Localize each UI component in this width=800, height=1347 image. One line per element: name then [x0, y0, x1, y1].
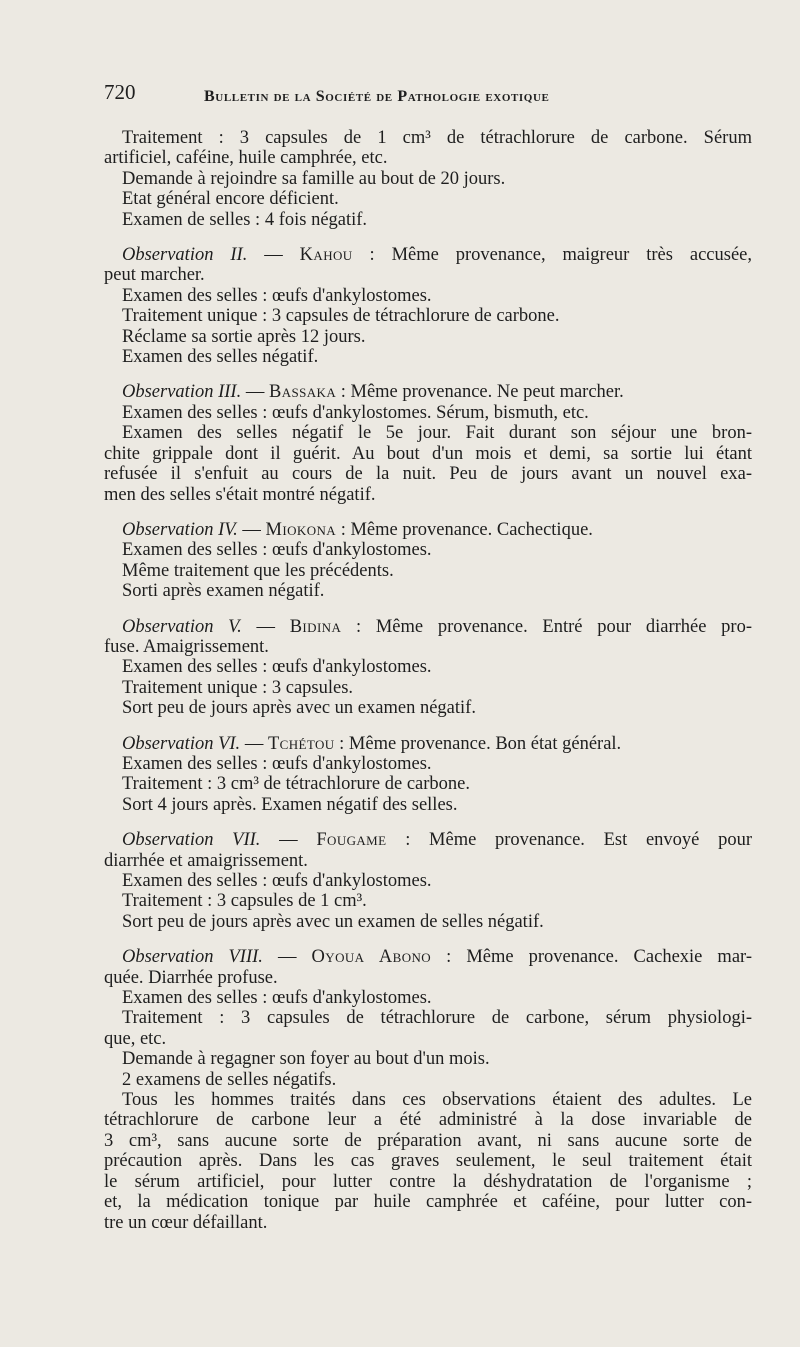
observation-title: Observation III. — [122, 382, 242, 403]
page-header — [104, 80, 754, 112]
page-number: 720 — [104, 80, 136, 104]
observation-2 — [104, 245, 752, 367]
text-line: diarrhée et amaigrissement. — [104, 850, 308, 871]
observation-3 — [104, 382, 752, 504]
text-line: : Même provenance. Bon état général. — [334, 733, 622, 754]
text-line: Réclame sa sortie après 12 jours. — [122, 326, 366, 347]
observation-title: Observation VII. — [122, 830, 261, 851]
observation-heading-line: Observation III. — Bassaka : Même provenance. Ne peut marcher. — [122, 382, 624, 403]
patient-name: Fougame — [316, 830, 387, 851]
observation-6 — [104, 734, 752, 816]
text-line: Traitement : 3 cm³ de tétrachlorure de carbone. — [122, 774, 471, 795]
text-line: Examen des selles négatif. — [122, 347, 319, 368]
observation-8 — [104, 947, 752, 1233]
observation-title: Observation IV. — [122, 519, 238, 540]
text-line: Traitement : 3 capsules de 1 cm³ de tétrachlorure de carbone. Sérum — [122, 128, 752, 148]
text-line: chite grippale dont il guérit. Au bout d'un mois et demi, sa sortie lui étant — [104, 443, 752, 464]
text-line: artificiel, caféine, huile camphrée, etc. — [104, 148, 388, 169]
text-line: : Même provenance. Cachectique. — [336, 519, 593, 540]
text-line: : Même provenance. Entré pour diarrhée pro- — [341, 616, 752, 637]
observation-heading-line: Observation IV. — Miokona : Même provenance. Cachectique. — [122, 519, 593, 540]
observation-7 — [104, 830, 752, 932]
text-line: Examen de selles : 4 fois négatif. — [122, 209, 368, 230]
text-line: tétrachlorure de carbone leur a été administré à la dose invariable de — [104, 1110, 752, 1131]
text-line: Traitement : 3 capsules de tétrachlorure de carbone, sérum physiologi- — [122, 1008, 752, 1029]
text-line: Examen des selles : œufs d'ankylostomes. — [122, 657, 432, 678]
text-line: que, etc. — [104, 1028, 167, 1049]
text-line: Demande à rejoindre sa famille au bout de 20 jours. — [122, 168, 506, 189]
patient-name: Kahou — [299, 245, 353, 266]
text-line: et, la médication tonique par huile camphrée et caféine, pour lutter con- — [104, 1192, 752, 1213]
text-line: 3 cm³, sans aucune sorte de préparation avant, ni sans aucune sorte de — [104, 1130, 752, 1151]
text-line: Examen des selles : œufs d'ankylostomes. Sérum, bismuth, etc. — [122, 402, 589, 423]
text-line: Examen des selles : œufs d'ankylostomes. — [122, 285, 432, 306]
text-line: Examen des selles : œufs d'ankylostomes. — [122, 753, 432, 774]
text-line: : Même provenance. Ne peut marcher. — [336, 382, 624, 403]
text-line: Examen des selles : œufs d'ankylostomes. — [122, 540, 432, 561]
patient-name: Bassaka — [268, 382, 337, 403]
text-line: Sort peu de jours après avec un examen de selles négatif. — [122, 911, 544, 932]
text-line: peut marcher. — [104, 265, 205, 286]
text-line: Tous les hommes traités dans ces observations étaient des adultes. Le — [122, 1090, 752, 1111]
observation-4 — [104, 520, 752, 602]
text-line: : Même provenance. Est envoyé pour — [386, 830, 752, 851]
text-line: fuse. Amaigrissement. — [104, 636, 269, 657]
text-line: Même traitement que les précédents. — [122, 560, 394, 581]
text-line: Examen des selles : œufs d'ankylostomes. — [122, 988, 432, 1009]
patient-name: Oyoua Abono — [311, 947, 432, 968]
text-line: Examen des selles : œufs d'ankylostomes. — [122, 871, 432, 891]
text-line: Examen des selles négatif le 5e jour. Fait durant son séjour une bron- — [122, 423, 752, 444]
text-line: refusée il s'enfuit au cours de la nuit. Peu de jours avant un nouvel exa- — [104, 464, 752, 485]
observation-heading-line: Observation VII. — Fougame : Même provenance. Est envoyé pour — [122, 830, 752, 851]
text-line: Traitement : 3 capsules de 1 cm³. — [122, 891, 367, 912]
text-line: Sort peu de jours après avec un examen négatif. — [122, 698, 476, 719]
running-title: Bulletin de la Société de Pathologie exotique — [204, 88, 550, 105]
text-line: tre un cœur défaillant. — [104, 1212, 268, 1233]
text-line: : Même provenance, maigreur très accusée, — [352, 245, 752, 266]
text-line: Sorti après examen négatif. — [122, 581, 325, 602]
observation-heading-line: Observation V. — Bidina : Même provenance. Entré pour diarrhée pro- — [122, 616, 752, 637]
text-line: Etat général encore déficient. — [122, 189, 339, 210]
page-body — [104, 128, 752, 1233]
patient-name: Miokona — [265, 519, 337, 540]
observation-heading-line: Observation VIII. — Oyoua Abono : Même provenance. Cachexie mar- — [122, 947, 752, 968]
text-line: Traitement unique : 3 capsules de tétrachlorure de carbone. — [122, 306, 560, 327]
text-line: Sort 4 jours après. Examen négatif des selles. — [122, 794, 458, 815]
observation-title: Observation II. — [122, 245, 248, 266]
observation-title: Observation VI. — [122, 733, 241, 754]
text-line: le sérum artificiel, pour lutter contre la déshydratation de l'organisme ; — [104, 1171, 752, 1192]
observation-5 — [104, 617, 752, 719]
text-line: quée. Diarrhée profuse. — [104, 967, 278, 988]
text-line: men des selles s'était montré négatif. — [104, 484, 376, 505]
text-line: 2 examens de selles négatifs. — [122, 1069, 337, 1090]
observation-heading-line: Observation VI. — Tchétou : Même provenance. Bon état général. — [122, 733, 622, 754]
observation-title: Observation VIII. — [122, 947, 263, 968]
text-line: Demande à regagner son foyer au bout d'un mois. — [122, 1049, 490, 1070]
treatment-paragraph — [104, 128, 752, 230]
observation-heading-line: Observation II. — Kahou : Même provenance, maigreur très accusée, — [122, 245, 752, 266]
patient-name: Tchétou — [267, 733, 335, 754]
text-line: Traitement unique : 3 capsules. — [122, 677, 354, 698]
text-line: précaution après. Dans les cas graves seulement, le seul traitement était — [104, 1151, 752, 1172]
observation-title: Observation V. — [122, 616, 242, 637]
patient-name: Bidina — [289, 616, 342, 637]
text-line: : Même provenance. Cachexie mar- — [431, 947, 752, 968]
